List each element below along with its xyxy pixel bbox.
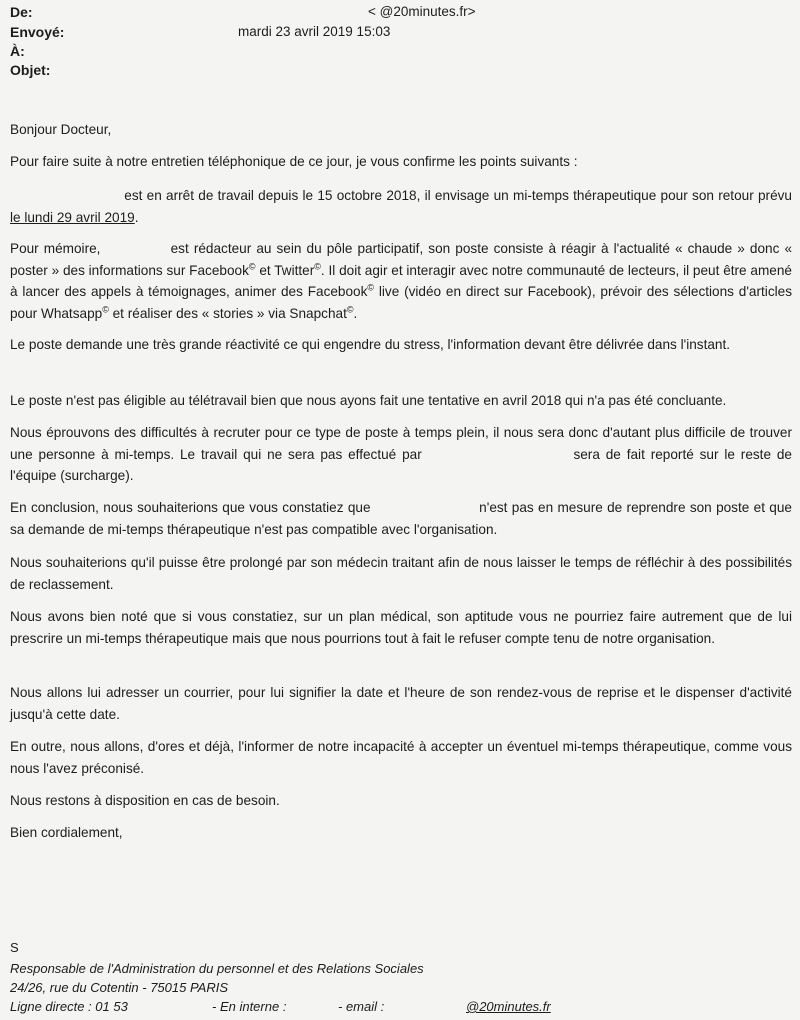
to-label: À: <box>10 43 25 59</box>
paragraph-intro: Pour faire suite à notre entretien téléphonique de ce jour, je vous confirme les points suivants : <box>10 154 578 169</box>
paragraph-availability: Nous restons à disposition en cas de besoin. <box>10 793 280 808</box>
signature-initial: S <box>10 940 19 955</box>
paragraph-extension: Nous souhaiterions qu'il puisse être prolongé par son médecin traitant afin de nous laisser le temps de réfléchir à des possibilités de reclassement. <box>10 555 792 592</box>
from-value: < @20minutes.fr> <box>368 4 476 19</box>
signature-internal: - En interne : <box>212 999 287 1014</box>
signature-role: Responsable de l'Administration du personnel et des Relations Sociales <box>10 961 424 976</box>
sent-value: mardi 23 avril 2019 15:03 <box>238 24 391 39</box>
sent-label: Envoyé: <box>10 24 65 40</box>
signature-email: @20minutes.fr <box>466 999 551 1014</box>
closing: Bien cordialement, <box>10 825 123 840</box>
signature-email-label: - email : <box>338 999 385 1014</box>
paragraph-telework: Le poste n'est pas éligible au télétravail bien que nous ayons fait une tentative en avril 2018 qui n'a pas été concluante. <box>10 393 727 408</box>
paragraph-stress: Le poste demande une très grande réactivité ce qui engendre du stress, l'information devant être délivrée dans l'instant. <box>10 337 731 352</box>
greeting: Bonjour Docteur, <box>10 122 112 137</box>
return-date: le lundi 29 avril 2019 <box>10 209 135 225</box>
paragraph-recruitment: Nous éprouvons des difficultés à recruter pour ce type de poste à temps plein, il nous sera donc d'autant plus difficile de trouver une personne à mi-temps. Le travail qui ne sera pas effectué par sera de fait reporté sur le reste de l'équipe (surcharge). <box>10 425 792 483</box>
paragraph-role: Pour mémoire, est rédacteur au sein du pôle participatif, son poste consiste à réagir à l'actualité « chaude » donc « poster » des informations sur Facebook© et Twitter©. Il doit agir et interagir avec notre communauté de lecteurs, il peut être amené à lancer des appels à témoignages, animer des Facebook© live (vidéo en direct sur Facebook), prévoir des sélections d'articles pour Whatsapp© et réaliser des « stories » via Snapchat©. <box>10 241 792 321</box>
subject-label: Objet: <box>10 62 51 78</box>
paragraph-leave: est en arrêt de travail depuis le 15 octobre 2018, il envisage un mi-temps thérapeutique pour son retour prévu le lundi 29 avril 2019. <box>10 188 792 225</box>
signature-address: 24/26, rue du Cotentin - 75015 PARIS <box>10 980 229 995</box>
from-label: De: <box>10 4 33 20</box>
signature-phone: Ligne directe : 01 53 <box>10 999 128 1014</box>
paragraph-aptitude: Nous avons bien noté que si vous constatiez, sur un plan médical, son aptitude vous ne pourriez faire autrement que de lui prescrire un mi-temps thérapeutique mais que nous pourrions tout à fait le refuser compte tenu de notre organisation. <box>10 609 792 646</box>
paragraph-incapacity: En outre, nous allons, d'ores et déjà, l'informer de notre incapacité à accepter un éventuel mi-temps thérapeutique, comme vous nous l'avez préconisé. <box>10 739 792 776</box>
paragraph-letter: Nous allons lui adresser un courrier, pour lui signifier la date et l'heure de son rendez-vous de reprise et le dispenser d'activité jusqu'à cette date. <box>10 685 792 722</box>
paragraph-conclusion: En conclusion, nous souhaiterions que vous constatiez que n'est pas en mesure de reprendre son poste et que sa demande de mi-temps thérapeutique n'est pas compatible avec l'organisation. <box>10 500 792 537</box>
